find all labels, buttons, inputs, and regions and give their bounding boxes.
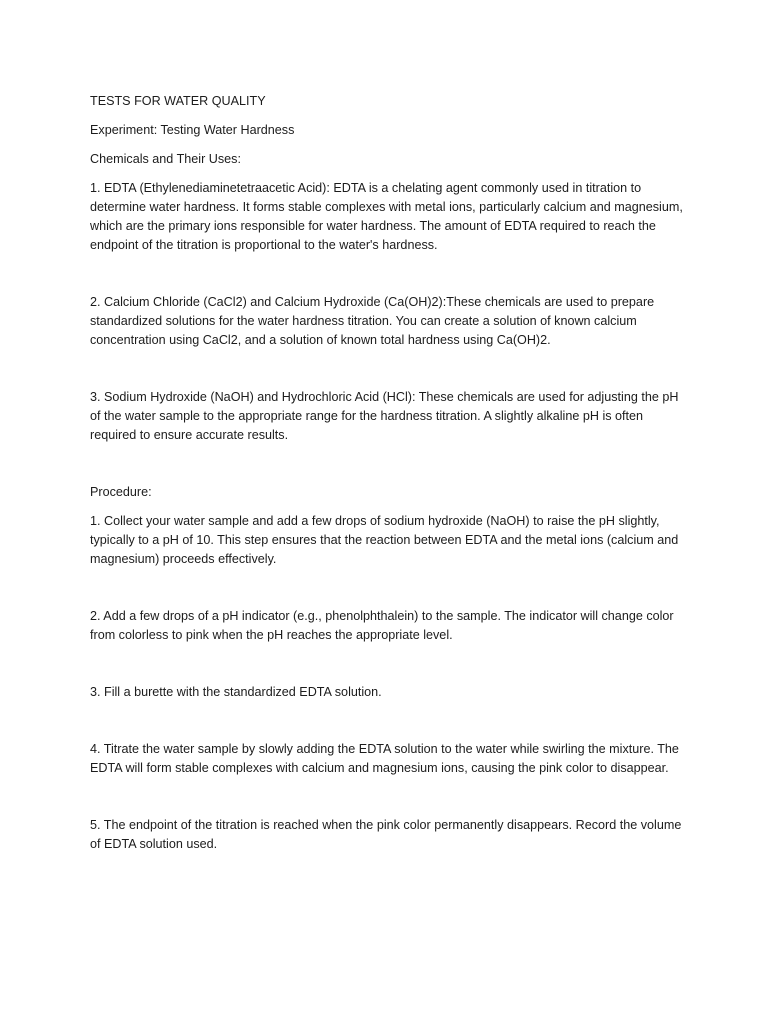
procedure-step-3: 3. Fill a burette with the standardized EDTA solution. bbox=[90, 685, 382, 699]
procedure-step-5: 5. The endpoint of the titration is reached when the pink color permanently disappears. Record the volume of EDTA solution used. bbox=[90, 818, 682, 851]
procedure-step-1: 1. Collect your water sample and add a few drops of sodium hydroxide (NaOH) to raise the pH slightly, typically to a pH of 10. This step ensures that the reaction between EDTA and the metal ions (calcium and magnesium) proceeds effectively. bbox=[90, 514, 679, 566]
document-title: TESTS FOR WATER QUALITY bbox=[90, 94, 266, 108]
chemical-item-calcium: 2. Calcium Chloride (CaCl2) and Calcium Hydroxide (Ca(OH)2):These chemicals are used to prepare standardized solutions for the water hardness titration. You can create a solution of known calcium concentration using CaCl2, and a solution of known total hardness using Ca(OH)2. bbox=[90, 295, 655, 347]
document-body bbox=[90, 92, 690, 854]
procedure-step-2: 2. Add a few drops of a pH indicator (e.g., phenolphthalein) to the sample. The indicator will change color from colorless to pink when the pH reaches the appropriate level. bbox=[90, 609, 674, 642]
chemical-item-sodium-hydroxide: 3. Sodium Hydroxide (NaOH) and Hydrochloric Acid (HCl): These chemicals are used for adjusting the pH of the water sample to the appropriate range for the hardness titration. A slightly alkaline pH is often required to ensure accurate results. bbox=[90, 390, 679, 442]
procedure-heading: Procedure: bbox=[90, 485, 152, 499]
procedure-step-4: 4. Titrate the water sample by slowly adding the EDTA solution to the water while swirling the mixture. The EDTA will form stable complexes with calcium and magnesium ions, causing the pink color to disappear. bbox=[90, 742, 679, 775]
chemicals-heading: Chemicals and Their Uses: bbox=[90, 152, 241, 166]
chemical-item-edta: 1. EDTA (Ethylenediaminetetraacetic Acid): EDTA is a chelating agent commonly used in titration to determine water hardness. It forms stable complexes with metal ions, particularly calcium and magnesium, which are the primary ions responsible for water hardness. The amount of EDTA required to reach the endpoint of the titration is proportional to the water's hardness. bbox=[90, 181, 683, 252]
experiment-heading: Experiment: Testing Water Hardness bbox=[90, 123, 295, 137]
